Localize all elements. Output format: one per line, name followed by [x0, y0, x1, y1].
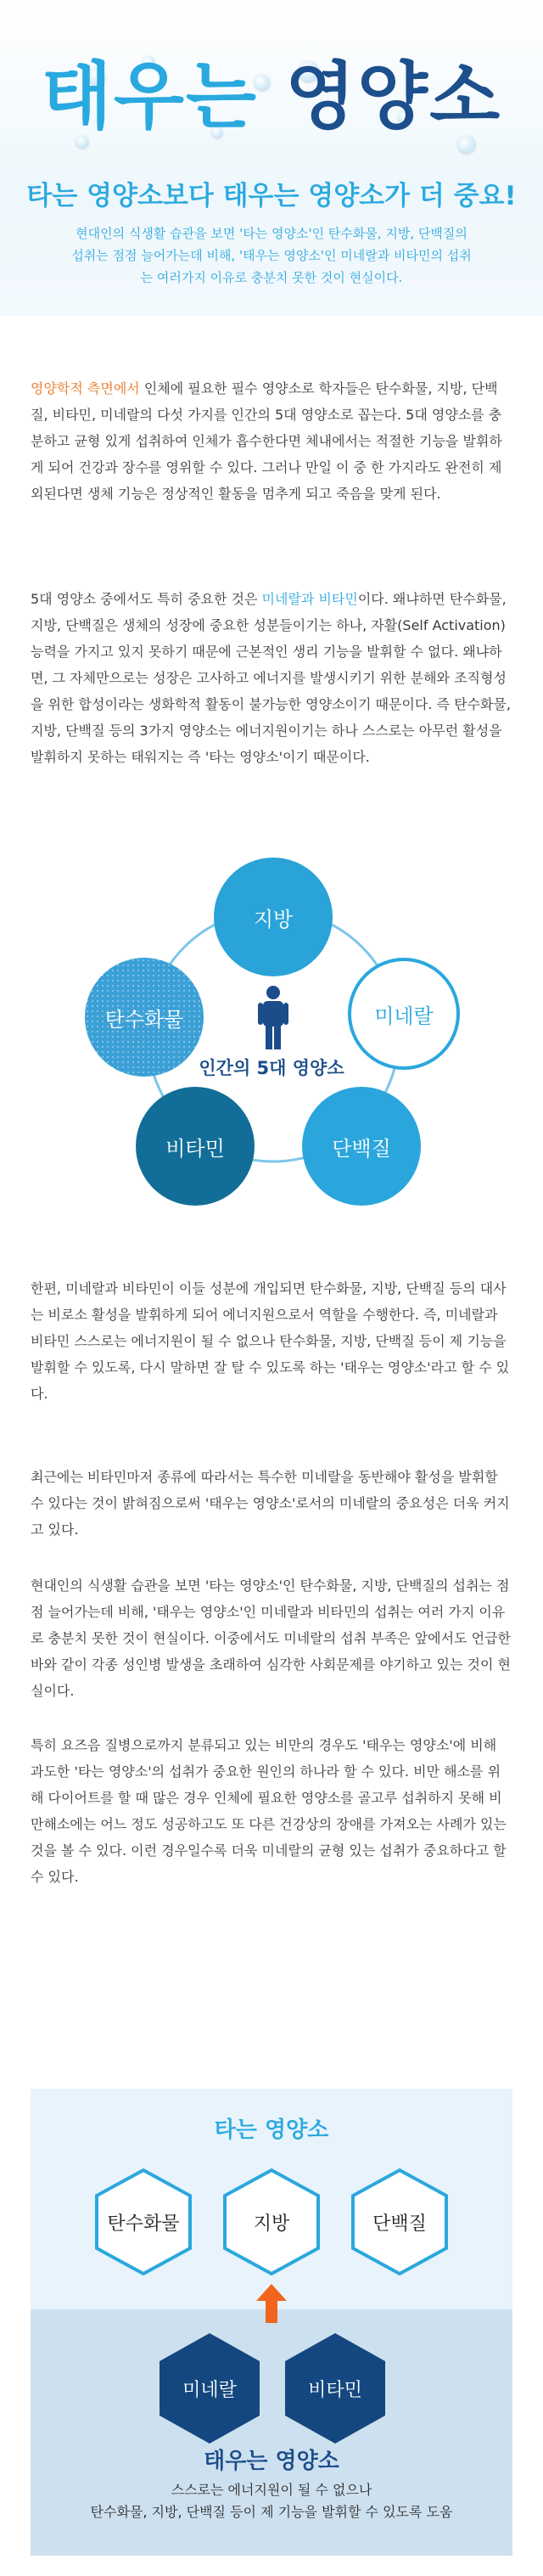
- hex-carbohydrate-label: 탄수화물: [107, 2213, 180, 2235]
- paragraph-recent: 최근에는 비타민마저 종류에 따라서는 특수한 미네랄을 동반해야 활성을 발휘할 수 있다는 것이 밝혀짐으로써 '태우는 영양소'로서의 미네랄의 중요성은 더욱 커지고 있다.: [31, 1469, 510, 1538]
- title-part1: 태우는: [41, 54, 259, 139]
- hex-protein-label: 단백질: [372, 2213, 427, 2235]
- hex-mineral: [158, 2331, 261, 2445]
- five-nutrients-diagram: [0, 858, 543, 1214]
- hex-carbohydrate: [93, 2167, 193, 2277]
- circle-protein: 단백질: [302, 1087, 421, 1206]
- title-part2: 영양소: [284, 54, 502, 139]
- hex-vitamin: [283, 2331, 387, 2445]
- paragraph-intro-text: 인체에 필요한 필수 영양소로 학자들은 탄수화물, 지방, 단백질, 비타민, 미네랄의 다섯 가지를 인간의 5대 영양소로 꼽는다. 5대 영양소를 충분하고 균형 있게 섭취하여 인체가 흡수한다면 체내에서는 적절한 기능을 발휘하게 되어 건강과 장수를 영위할 수 있다. 그러나 만일 이 중 한 가지라도 완전히 제외된다면 생체 기능은 정상적인 활동을 멈추게 되고 죽음을 맞게 된다.: [31, 380, 502, 502]
- burned-nutrients-title: 타는 영양소: [214, 2118, 329, 2143]
- paragraph-intro: [31, 375, 512, 507]
- hero-subtitle: 타는 영양소보다 태우는 영양소가 더 중요!: [26, 181, 517, 211]
- circle-fat: 지방: [214, 858, 333, 976]
- paragraph-activation: 한편, 미네랄과 비타민이 이들 성분에 개입되면 탄수화물, 지방, 단백질 등의 대사는 비로소 활성을 발휘하게 되어 에너지원으로서 역할을 수행한다. 즉, 미네랄과 비타민 스스로는 에너지원이 될 수 없으나 탄수화물, 지방, 단백질 등이 제 기능을 발휘할 수 있도록, 다시 말하면 잘 탈 수 있도록 하는 '태우는 영양소'라고 할 수 있다.: [31, 1280, 510, 1402]
- page-title: [0, 54, 543, 139]
- description-line-1: 스스로는 에너지원이 될 수 없으나: [171, 2482, 372, 2498]
- hero-description: 현대인의 식생활 습관을 보면 '타는 영양소'인 탄수화물, 지방, 단백질의 섭취는 점점 늘어가는데 비해, '태우는 영양소'인 미네랄과 비타민의 섭취는 여러가지 이유로 충분치 못한 것이 현실이다.: [71, 226, 472, 285]
- burning-nutrients-title: 태우는 영양소: [204, 2449, 339, 2474]
- hex-fat: [221, 2167, 322, 2277]
- circle-mineral: 미네랄: [348, 958, 460, 1070]
- paragraph-diet-habit: 현대인의 식생활 습관을 보면 '타는 영양소'인 탄수화물, 지방, 단백질의 섭취는 점점 늘어가는데 비해, '태우는 영양소'인 미네랄과 비타민의 섭취는 여러 가지 이유로 충분치 못한 것이 현실이다. 이중에서도 미네랄의 섭취 부족은 앞에서도 언급한 바와 같이 각종 성인병 발생을 초래하여 심각한 사회문제를 야기하고 있는 것이 현실이다.: [31, 1578, 511, 1699]
- burning-nutrients-description: [31, 2479, 512, 2523]
- hero-banner: [0, 0, 543, 316]
- paragraph-mineral-vitamin: [31, 586, 512, 770]
- hex-fat-label: 지방: [253, 2213, 290, 2235]
- person-icon: [256, 985, 290, 1049]
- circle-carbohydrate: 탄수화물: [85, 958, 204, 1077]
- paragraph-text-after: 이다. 왜냐하면 탄수화물, 지방, 단백질은 생체의 성장에 중요한 성분들이기는 하나, 자활(Self Activation) 능력을 가지고 있지 못하기 때문에 근본적인 생리 기능을 발휘할 수 없다. 왜냐하면, 그 자체만으로는 성장은 고사하고 에너지를 발생시키기 위한 분해와 조직형성을 위한 합성이라는 생화학적 활동이 불가능한 영양소이기 때문이다. 즉 탄수화물, 지방, 단백질 등의 3가지 영양소는 에너지원이기는 하나 스스로는 아무런 활성을 발휘하지 못하는 태워지는 즉 '타는 영양소'이기 때문이다.: [31, 591, 511, 765]
- highlight-nutrition: 영양학적 측면에서: [31, 380, 140, 397]
- highlight-mineral-vitamin: 미네랄과 비타민: [261, 591, 358, 607]
- paragraph-obesity: 특히 요즈음 질병으로까지 분류되고 있는 비만의 경우도 '태우는 영양소'에 비해 과도한 '타는 영양소'의 섭취가 중요한 원인의 하나라 할 수 있다. 비만 해소를 위해 다이어트를 할 때 많은 경우 인체에 필요한 영양소를 골고루 섭취하지 못해 비만해소에는 어느 정도 성공하고도 또 다른 건강상의 장애를 가져오는 사례가 있는 것을 볼 수 있다. 이런 경우일수록 더욱 미네랄의 균형 있는 섭취가 중요하다고 할 수 있다.: [31, 1737, 507, 1885]
- hex-mineral-label: 미네랄: [182, 2379, 237, 2401]
- description-line-2: 탄수화물, 지방, 단백질 등이 제 기능을 발휘할 수 있도록 도움: [90, 2504, 453, 2520]
- hex-vitamin-label: 비타민: [308, 2379, 362, 2401]
- circle-vitamin: 비타민: [136, 1087, 255, 1206]
- diagram-center-label: 인간의 5대 영양소: [199, 1058, 344, 1078]
- arrow-up-icon: [255, 2282, 288, 2325]
- hex-protein: [350, 2167, 450, 2277]
- paragraph-text-before: 5대 영양소 중에서도 특히 중요한 것은: [31, 591, 262, 607]
